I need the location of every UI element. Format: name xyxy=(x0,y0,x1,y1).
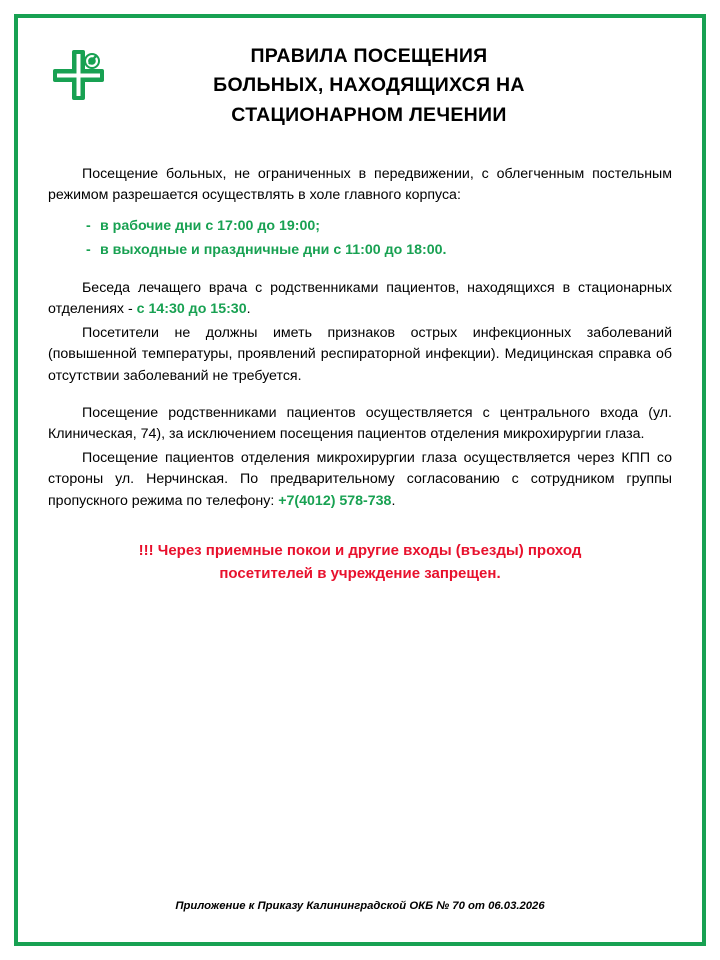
medical-cross-logo xyxy=(48,42,118,106)
spacer xyxy=(48,388,672,403)
doctor-talk-text: Беседа лечащего врача с родственниками пациентов, находящихся в стационарных отделениях - xyxy=(48,279,672,318)
page-title xyxy=(118,42,672,130)
title-line-2: БОЛЬНЫХ, НАХОДЯЩИХСЯ НА xyxy=(213,74,525,97)
doctor-talk-time: с 14:30 до 15:30 xyxy=(136,301,247,318)
doctor-talk-suffix: . xyxy=(246,301,251,318)
paragraph-visiting-hours-intro: Посещение больных, не ограниченных в передвижении, с облегченным постельным режимом разрешается осуществлять в холе главного корпуса: xyxy=(48,165,672,204)
eye-surgery-suffix: . xyxy=(391,492,396,509)
paragraph-central-entrance: Посещение родственниками пациентов осуществляется с центрального входа (ул. Клиническая, 74), за исключением посещения пациентов отделения микрохирургии глаза. xyxy=(48,404,672,443)
contact-phone: +7(4012) 578-738 xyxy=(278,492,392,509)
document-content xyxy=(14,14,706,946)
paragraph-eye-surgery-entrance xyxy=(48,448,672,513)
title-line-1: ПРАВИЛА ПОСЕЩЕНИЯ xyxy=(250,45,488,67)
warning-line-1: !!! Через приемные покои и другие входы (въезды) проход xyxy=(138,541,582,559)
eye-surgery-text: Посещение пациентов отделения микрохирургии глаза осуществляется через КПП со стороны ул. Нерчинская. По предварительному согласованию с сотрудником группы пропускного режима по телефону: xyxy=(48,449,672,509)
dash-marker: - xyxy=(86,242,91,259)
document-header xyxy=(48,42,672,130)
paragraph-health-requirements: Посетители не должны иметь признаков острых инфекционных заболеваний (повышенной температуры, проявлений респираторной инфекции). Медицинская справка об отсутствии заболеваний не требуется. xyxy=(48,324,672,385)
dash-marker: - xyxy=(86,217,91,234)
paragraph-doctor-talk xyxy=(48,278,672,321)
warning-line-2: посетителей в учреждение запрещен. xyxy=(219,564,501,582)
document-footer: Приложение к Приказу Калининградской ОКБ № 70 от 06.03.2026 xyxy=(175,900,545,912)
visiting-hours-list xyxy=(48,214,672,263)
warning-notice xyxy=(48,539,672,586)
list-item-label: в выходные и праздничные дни с 11:00 до 18:00. xyxy=(100,242,447,259)
list-item xyxy=(86,238,672,262)
title-line-3: СТАЦИОНАРНОМ ЛЕЧЕНИИ xyxy=(231,103,507,126)
spacer xyxy=(48,263,672,278)
list-item xyxy=(86,214,672,238)
list-item-label: в рабочие дни с 17:00 до 19:00; xyxy=(100,217,321,234)
document-body xyxy=(48,164,672,585)
